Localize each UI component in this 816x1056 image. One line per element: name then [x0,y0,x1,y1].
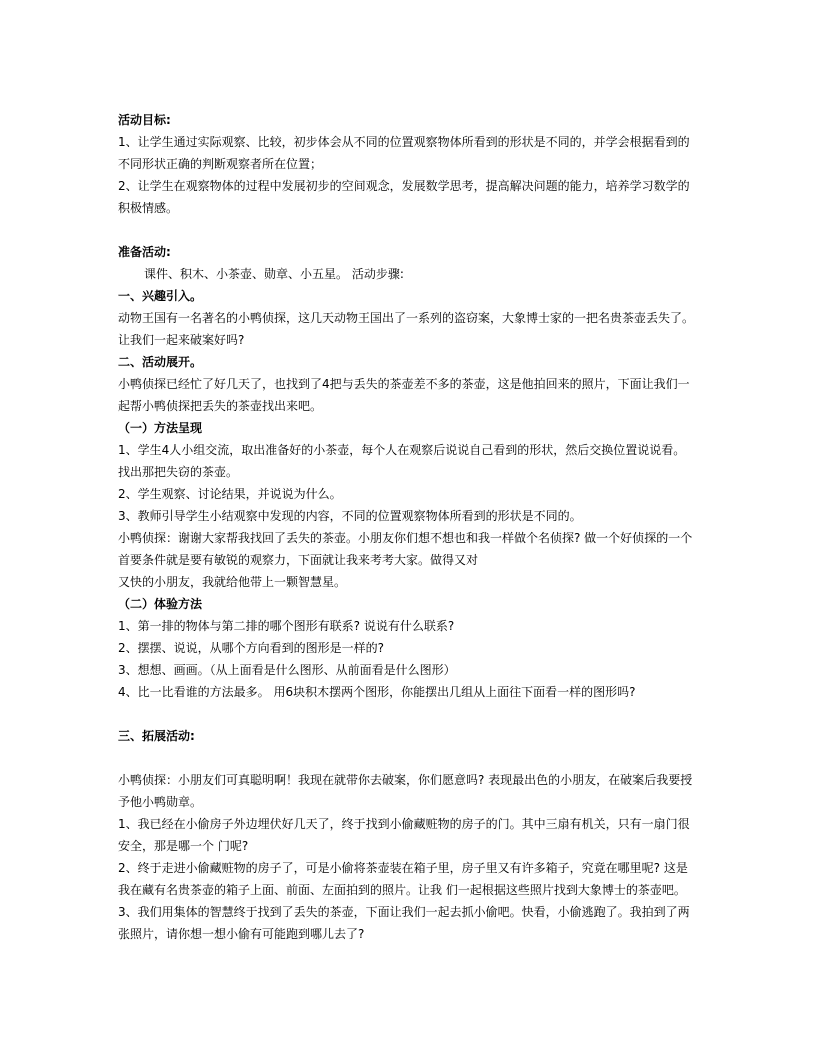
subsection-1-paragraph-line-2: 首要条件就是要有敏锐的观察力，下面就让我来考考大家。做得又对 [118,553,479,567]
spacer [118,703,700,725]
section-3-paragraph-line-2: 予他小鸭勋章。 [118,795,203,809]
section-3-heading: 三、拓展活动: [118,729,195,743]
subsection-2-heading: （二）体验方法 [118,597,203,611]
section-1-paragraph-line-2: 让我们一起来破案好吗? [118,333,245,347]
objective-1-line-1: 1、让学生通过实际观察、比较，初步体会从不同的位置观察物体所看到的形状是不同的，并学会根据看到的 [118,135,690,149]
section-2-paragraph-line-1: 小鸭侦探已经忙了好几天了，也找到了4把与丢失的茶壶差不多的茶壶，这是他拍回来的照片，下面让我们一 [118,377,690,391]
objective-1-line-2: 不同形状正确的判断观察者所在位置； [118,157,323,171]
section-3-item-2-line-1: 2、终于走进小偷藏赃物的房子了，可是小偷将茶壶装在箱子里，房子里又有许多箱子，究竟在哪里呢? 这是 [118,861,688,875]
subsection-1-item-1-line-2: 找出那把失窃的茶壶。 [118,465,239,479]
objective-2-line-1: 2、让学生在观察物体的过程中发展初步的空间观念，发展数学思考，提高解决问题的能力，培养学习数学的 [118,179,690,193]
spacer [118,747,700,769]
subsection-2-item-1: 1、第一排的物体与第二排的哪个图形有联系? 说说有什么联系? [118,619,455,633]
subsection-1-paragraph-line-3: 又快的小朋友，我就给他带上一颗智慧星。 [118,575,347,589]
subsection-1-item-1-line-1: 1、学生4人小组交流，取出准备好的小茶壶，每个人在观察后说说自己看到的形状，然后交换位置说说看。 [118,443,686,457]
spacer [118,219,700,241]
section-3-item-1-line-2: 安全，那是哪一个 门呢? [118,839,249,853]
subsection-2-item-4: 4、比一比看谁的方法最多。 用6块积木摆两个图形，你能摆出几组从上面往下面看一样的图形吗? [118,685,636,699]
subsection-2-item-2: 2、摆摆、说说，从哪个方向看到的图形是一样的? [118,641,385,655]
section-3-item-3-line-1: 3、我们用集体的智慧终于找到了丢失的茶壶，下面让我们一起去抓小偷吧。快看，小偷逃跑了。我拍到了两 [118,905,690,919]
subsection-2-item-3: 3、想想、画画。（从上面看是什么图形、从前面看是什么图形） [118,663,456,677]
objectives-heading: 活动目标: [118,113,171,127]
subsection-1-item-3: 3、教师引导学生小结观察中发现的内容，不同的位置观察物体所看到的形状是不同的。 [118,509,582,523]
section-3-item-3-line-2: 张照片，请你想一想小偷有可能跑到哪儿去了? [118,927,365,941]
subsection-1-heading: （一）方法呈现 [118,421,203,435]
document-body [118,109,700,945]
section-1-heading: 一、兴趣引入。 [118,289,203,303]
subsection-1-item-2: 2、学生观察、讨论结果，并说说为什么。 [118,487,342,501]
section-3-item-2-line-2: 我在藏有名贵茶壶的箱子上面、前面、左面拍到的照片。让我 们一起根据这些照片找到大象博士的茶壶吧。 [118,883,686,897]
prep-heading: 准备活动: [118,245,171,259]
section-3-paragraph-line-1: 小鸭侦探：小朋友们可真聪明啊！我现在就带你去破案，你们愿意吗? 表现最出色的小朋友，在破案后我要授 [118,773,693,787]
section-2-heading: 二、活动展开。 [118,355,203,369]
section-1-paragraph-line-1: 动物王国有一名著名的小鸭侦探，这几天动物王国出了一系列的盗窃案，大象博士家的一把名贵茶壶丢失了。 [118,311,695,325]
subsection-1-paragraph-line-1: 小鸭侦探：谢谢大家帮我找回了丢失的茶壶。小朋友你们想不想也和我一样做个名侦探? 做一个好侦探的一个 [118,531,693,545]
section-3-item-1-line-1: 1、我已经在小偷房子外边埋伏好几天了，终于找到小偷藏赃物的房子的门。其中三扇有机关，只有一扇门很 [118,817,690,831]
objective-2-line-2: 积极情感。 [118,201,179,215]
section-2-paragraph-line-2: 起帮小鸭侦探把丢失的茶壶找出来吧。 [118,399,323,413]
prep-materials: 课件、积木、小茶壶、勋章、小五星。 活动步骤: [144,267,404,281]
